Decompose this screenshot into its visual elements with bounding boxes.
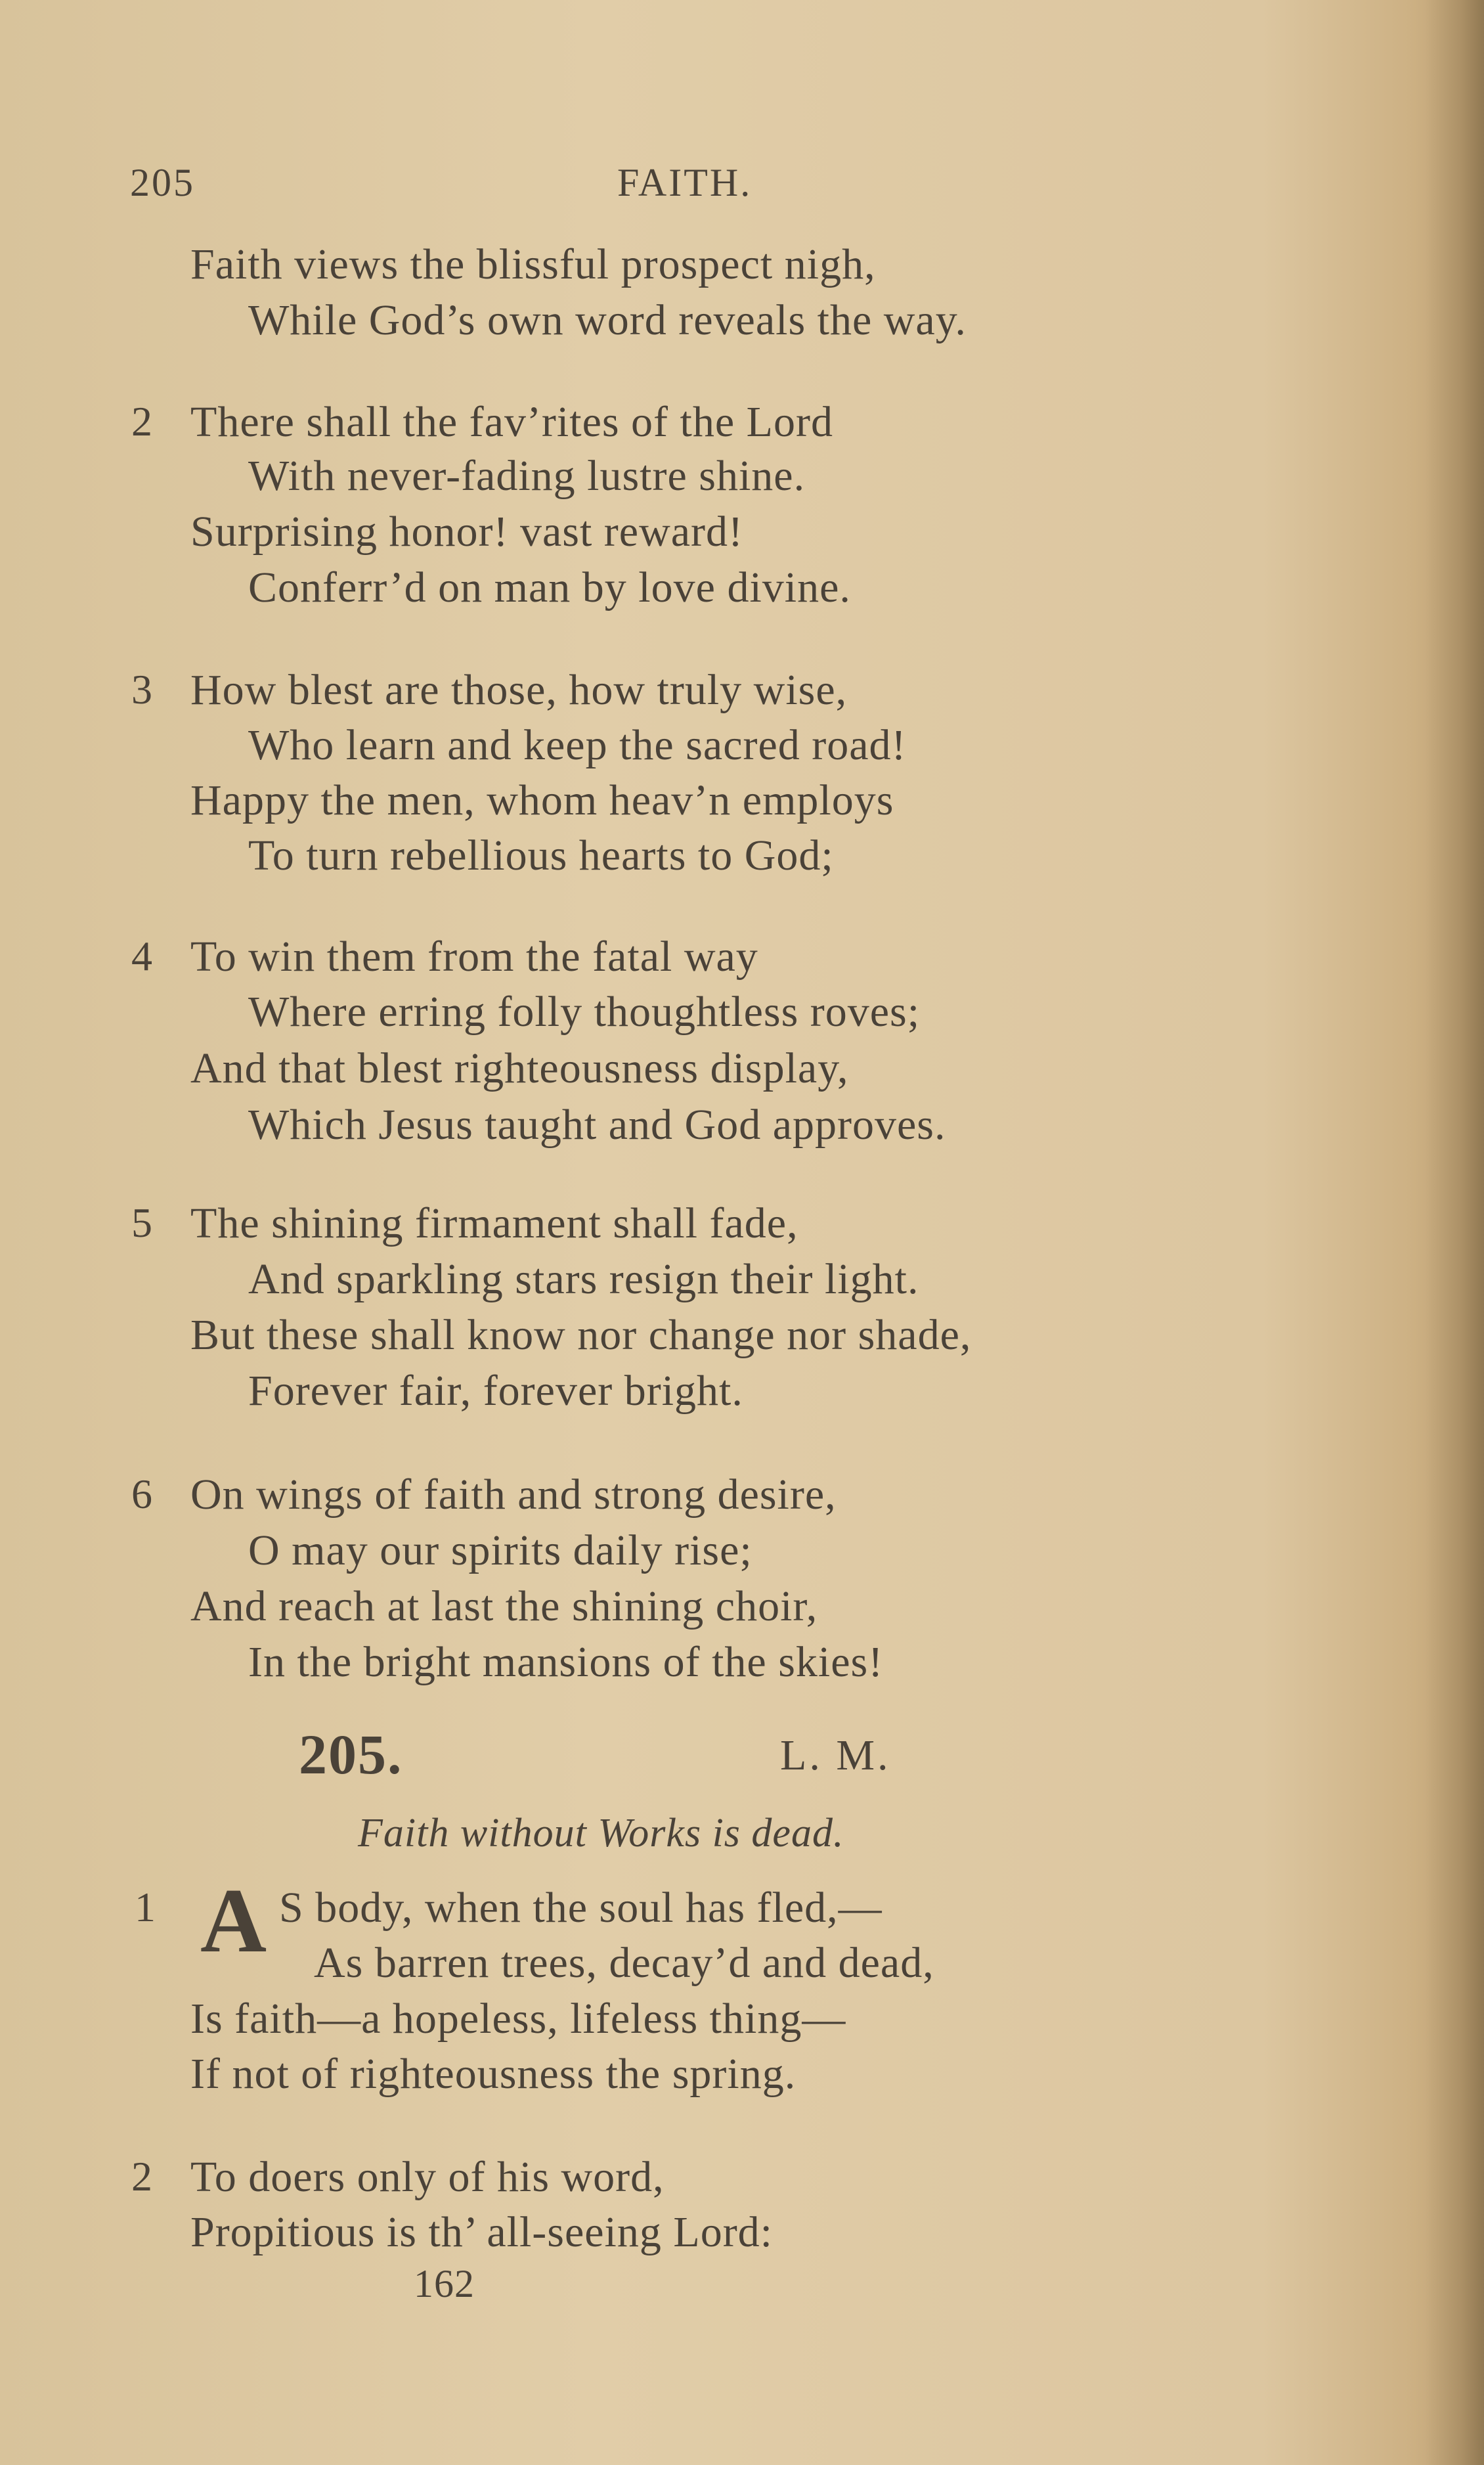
verse-line: As barren trees, decay’d and dead, [314,1939,934,1987]
verse-line: Happy the men, whom heav’n employs [190,776,894,824]
verse-line: Which Jesus taught and God approves. [248,1101,946,1149]
page-edge-shadow [1425,0,1484,2465]
stanza-number: 2 [131,2153,153,2200]
verse-line: To win them from the fatal way [190,933,758,981]
verse-line: In the bright mansions of the skies! [248,1638,884,1686]
stanza-number: 5 [131,1199,153,1246]
verse-line: On wings of faith and strong desire, [190,1471,837,1519]
drop-cap: A [200,1870,267,1972]
hymn-title: Faith without Works is dead. [358,1811,844,1855]
verse-line: Propitious is th’ all-seeing Lord: [190,2208,774,2256]
verse-line: S body, when the soul has fled,— [279,1884,883,1932]
verse-line: Forever fair, forever bright. [248,1367,743,1415]
stanza-number: 2 [131,398,153,445]
header-page-number: 205 [130,161,195,204]
verse-line: Surprising honor! vast reward! [190,508,743,556]
verse-line: And sparkling stars resign their light. [248,1255,919,1303]
verse-line: Where erring folly thoughtless roves; [248,988,921,1036]
hymn-meter: L. M. [780,1731,891,1779]
stanza-number: 4 [131,933,153,979]
verse-line: But these shall know nor change nor shade, [190,1311,972,1359]
verse-line: Faith views the blissful prospect nigh, [190,240,876,288]
verse-line: Who learn and keep the sacred road! [248,721,907,769]
verse-line: And reach at last the shining choir, [190,1582,818,1630]
stanza-number: 1 [135,1884,156,1930]
footer-page-number: 162 [414,2262,475,2305]
verse-line: Is faith—a hopeless, lifeless thing— [190,1995,846,2043]
verse-line: While God’s own word reveals the way. [248,296,967,344]
hymn-number: 205. [299,1723,403,1786]
header-title: FAITH. [617,161,753,204]
stanza-number: 6 [131,1471,153,1517]
stanza-number: 3 [131,666,153,713]
verse-line: And that blest righteousness display, [190,1044,849,1092]
verse-line: The shining firmament shall fade, [190,1199,798,1247]
verse-line: Conferr’d on man by love divine. [248,564,851,611]
verse-line: With never-fading lustre shine. [248,452,806,500]
verse-line: How blest are those, how truly wise, [190,666,848,714]
verse-line: There shall the fav’rites of the Lord [190,398,833,446]
verse-line: To turn rebellious hearts to God; [248,832,834,879]
verse-line: If not of righteousness the spring. [190,2050,797,2098]
verse-line: To doers only of his word, [190,2153,665,2201]
verse-line: O may our spirits daily rise; [248,1526,753,1574]
